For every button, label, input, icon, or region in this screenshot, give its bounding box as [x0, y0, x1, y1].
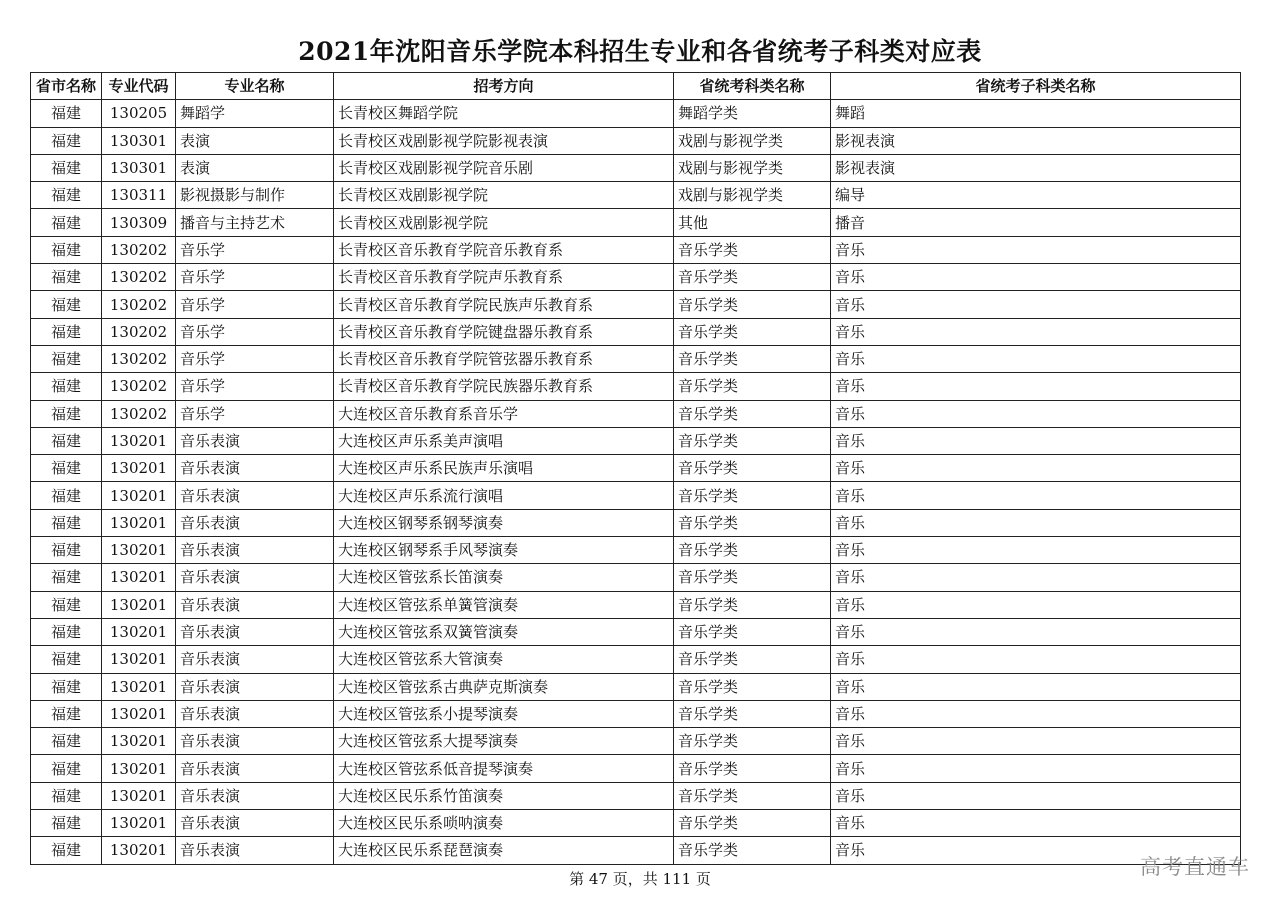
cell-major-code: 130202	[102, 291, 176, 318]
cell-exam-category: 音乐学类	[674, 373, 831, 400]
table-header-row	[31, 73, 1241, 100]
cell-province: 福建	[31, 400, 102, 427]
cell-major-name: 表演	[176, 154, 334, 181]
header-major-name: 专业名称	[176, 73, 334, 100]
cell-major-code: 130202	[102, 345, 176, 372]
cell-exam-category: 音乐学类	[674, 782, 831, 809]
cell-major-name: 音乐学	[176, 236, 334, 263]
cell-major-code: 130201	[102, 455, 176, 482]
cell-major-code: 130202	[102, 400, 176, 427]
table-row	[31, 127, 1241, 154]
cell-province: 福建	[31, 209, 102, 236]
cell-exam-category: 音乐学类	[674, 618, 831, 645]
cell-province: 福建	[31, 591, 102, 618]
header-exam-subcategory: 省统考子科类名称	[831, 73, 1241, 100]
cell-province: 福建	[31, 127, 102, 154]
cell-province: 福建	[31, 700, 102, 727]
cell-admission-direction: 长青校区戏剧影视学院	[334, 182, 674, 209]
cell-admission-direction: 大连校区管弦系单簧管演奏	[334, 591, 674, 618]
page-number: 第 47 页，共 111 页	[569, 870, 711, 888]
cell-province: 福建	[31, 509, 102, 536]
cell-exam-subcategory: 编导	[831, 182, 1241, 209]
table-row	[31, 427, 1241, 454]
cell-major-name: 音乐表演	[176, 618, 334, 645]
cell-admission-direction: 大连校区民乐系唢呐演奏	[334, 810, 674, 837]
cell-major-name: 音乐表演	[176, 646, 334, 673]
cell-exam-category: 音乐学类	[674, 455, 831, 482]
cell-exam-subcategory: 音乐	[831, 318, 1241, 345]
cell-exam-category: 音乐学类	[674, 427, 831, 454]
table-row	[31, 646, 1241, 673]
cell-province: 福建	[31, 455, 102, 482]
table-row	[31, 810, 1241, 837]
header-exam-category: 省统考科类名称	[674, 73, 831, 100]
cell-exam-category: 音乐学类	[674, 837, 831, 864]
cell-exam-category: 音乐学类	[674, 700, 831, 727]
cell-province: 福建	[31, 154, 102, 181]
cell-major-name: 音乐学	[176, 291, 334, 318]
cell-major-name: 音乐表演	[176, 564, 334, 591]
cell-exam-subcategory: 音乐	[831, 482, 1241, 509]
cell-exam-subcategory: 播音	[831, 209, 1241, 236]
cell-major-code: 130202	[102, 373, 176, 400]
cell-province: 福建	[31, 482, 102, 509]
table-row	[31, 236, 1241, 263]
cell-exam-category: 戏剧与影视学类	[674, 182, 831, 209]
cell-major-code: 130201	[102, 646, 176, 673]
cell-province: 福建	[31, 264, 102, 291]
table-row	[31, 591, 1241, 618]
cell-major-name: 音乐学	[176, 345, 334, 372]
table-body	[31, 100, 1241, 864]
document-title: 2021年沈阳音乐学院本科招生专业和各省统考子科类对应表	[298, 37, 982, 66]
cell-exam-category: 音乐学类	[674, 755, 831, 782]
cell-major-code: 130202	[102, 318, 176, 345]
cell-major-code: 130205	[102, 100, 176, 127]
cell-admission-direction: 大连校区民乐系竹笛演奏	[334, 782, 674, 809]
cell-exam-category: 舞蹈学类	[674, 100, 831, 127]
cell-exam-subcategory: 音乐	[831, 673, 1241, 700]
table-row	[31, 345, 1241, 372]
cell-major-code: 130201	[102, 564, 176, 591]
header-major-code: 专业代码	[102, 73, 176, 100]
cell-major-name: 音乐表演	[176, 455, 334, 482]
cell-exam-category: 音乐学类	[674, 728, 831, 755]
cell-exam-subcategory: 音乐	[831, 782, 1241, 809]
cell-major-name: 音乐表演	[176, 700, 334, 727]
table-row	[31, 455, 1241, 482]
table-row	[31, 618, 1241, 645]
cell-exam-subcategory: 影视表演	[831, 154, 1241, 181]
cell-exam-subcategory: 音乐	[831, 373, 1241, 400]
cell-exam-subcategory: 音乐	[831, 755, 1241, 782]
cell-admission-direction: 长青校区音乐教育学院音乐教育系	[334, 236, 674, 263]
cell-major-code: 130201	[102, 537, 176, 564]
cell-major-name: 音乐表演	[176, 782, 334, 809]
table-row	[31, 182, 1241, 209]
cell-major-name: 音乐表演	[176, 755, 334, 782]
cell-province: 福建	[31, 782, 102, 809]
cell-exam-category: 音乐学类	[674, 345, 831, 372]
cell-exam-subcategory: 音乐	[831, 728, 1241, 755]
cell-major-name: 音乐学	[176, 400, 334, 427]
cell-exam-category: 音乐学类	[674, 673, 831, 700]
cell-major-code: 130201	[102, 427, 176, 454]
cell-exam-subcategory: 音乐	[831, 837, 1241, 864]
cell-major-code: 130311	[102, 182, 176, 209]
cell-province: 福建	[31, 100, 102, 127]
cell-major-code: 130201	[102, 700, 176, 727]
cell-admission-direction: 大连校区管弦系大管演奏	[334, 646, 674, 673]
cell-admission-direction: 大连校区管弦系小提琴演奏	[334, 700, 674, 727]
cell-exam-category: 音乐学类	[674, 509, 831, 536]
cell-exam-subcategory: 影视表演	[831, 127, 1241, 154]
cell-exam-subcategory: 音乐	[831, 236, 1241, 263]
cell-province: 福建	[31, 427, 102, 454]
cell-major-code: 130301	[102, 127, 176, 154]
table-row	[31, 755, 1241, 782]
cell-major-name: 音乐表演	[176, 673, 334, 700]
cell-admission-direction: 大连校区声乐系流行演唱	[334, 482, 674, 509]
cell-admission-direction: 长青校区音乐教育学院民族声乐教育系	[334, 291, 674, 318]
table-row	[31, 782, 1241, 809]
cell-exam-category: 音乐学类	[674, 564, 831, 591]
cell-major-code: 130201	[102, 482, 176, 509]
table-row	[31, 837, 1241, 864]
cell-province: 福建	[31, 564, 102, 591]
cell-admission-direction: 大连校区管弦系大提琴演奏	[334, 728, 674, 755]
cell-exam-category: 音乐学类	[674, 810, 831, 837]
cell-major-name: 音乐表演	[176, 810, 334, 837]
admissions-table	[30, 72, 1241, 865]
cell-admission-direction: 长青校区音乐教育学院键盘器乐教育系	[334, 318, 674, 345]
table-row	[31, 400, 1241, 427]
cell-province: 福建	[31, 291, 102, 318]
table-row	[31, 291, 1241, 318]
cell-major-name: 播音与主持艺术	[176, 209, 334, 236]
cell-major-name: 音乐表演	[176, 509, 334, 536]
cell-province: 福建	[31, 318, 102, 345]
cell-exam-subcategory: 音乐	[831, 810, 1241, 837]
cell-major-name: 舞蹈学	[176, 100, 334, 127]
cell-exam-category: 音乐学类	[674, 537, 831, 564]
cell-exam-subcategory: 音乐	[831, 591, 1241, 618]
cell-major-code: 130201	[102, 782, 176, 809]
table-row	[31, 209, 1241, 236]
cell-major-code: 130201	[102, 810, 176, 837]
cell-major-code: 130201	[102, 509, 176, 536]
cell-major-name: 音乐学	[176, 318, 334, 345]
cell-exam-subcategory: 音乐	[831, 509, 1241, 536]
cell-major-name: 音乐表演	[176, 591, 334, 618]
cell-exam-category: 其他	[674, 209, 831, 236]
cell-exam-subcategory: 音乐	[831, 345, 1241, 372]
cell-admission-direction: 长青校区戏剧影视学院影视表演	[334, 127, 674, 154]
cell-admission-direction: 长青校区音乐教育学院管弦器乐教育系	[334, 345, 674, 372]
table-row	[31, 264, 1241, 291]
cell-admission-direction: 大连校区民乐系琵琶演奏	[334, 837, 674, 864]
cell-province: 福建	[31, 810, 102, 837]
cell-admission-direction: 长青校区戏剧影视学院音乐剧	[334, 154, 674, 181]
cell-province: 福建	[31, 646, 102, 673]
table-row	[31, 482, 1241, 509]
cell-major-code: 130201	[102, 837, 176, 864]
cell-exam-category: 音乐学类	[674, 482, 831, 509]
cell-exam-subcategory: 音乐	[831, 400, 1241, 427]
table-row	[31, 509, 1241, 536]
cell-exam-subcategory: 音乐	[831, 455, 1241, 482]
cell-major-name: 音乐表演	[176, 427, 334, 454]
cell-exam-category: 戏剧与影视学类	[674, 154, 831, 181]
cell-admission-direction: 长青校区音乐教育学院民族器乐教育系	[334, 373, 674, 400]
cell-admission-direction: 大连校区管弦系低音提琴演奏	[334, 755, 674, 782]
cell-major-code: 130201	[102, 673, 176, 700]
cell-admission-direction: 长青校区舞蹈学院	[334, 100, 674, 127]
table-row	[31, 100, 1241, 127]
header-province: 省市名称	[31, 73, 102, 100]
cell-admission-direction: 长青校区音乐教育学院声乐教育系	[334, 264, 674, 291]
table-row	[31, 673, 1241, 700]
cell-major-name: 影视摄影与制作	[176, 182, 334, 209]
cell-major-code: 130301	[102, 154, 176, 181]
cell-exam-category: 音乐学类	[674, 236, 831, 263]
cell-admission-direction: 大连校区声乐系民族声乐演唱	[334, 455, 674, 482]
cell-major-name: 音乐表演	[176, 537, 334, 564]
cell-exam-category: 音乐学类	[674, 591, 831, 618]
cell-exam-subcategory: 舞蹈	[831, 100, 1241, 127]
cell-province: 福建	[31, 182, 102, 209]
cell-admission-direction: 大连校区管弦系古典萨克斯演奏	[334, 673, 674, 700]
cell-exam-subcategory: 音乐	[831, 537, 1241, 564]
header-admission-direction: 招考方向	[334, 73, 674, 100]
cell-major-code: 130309	[102, 209, 176, 236]
cell-major-code: 130201	[102, 755, 176, 782]
cell-province: 福建	[31, 618, 102, 645]
cell-exam-subcategory: 音乐	[831, 291, 1241, 318]
cell-exam-category: 音乐学类	[674, 400, 831, 427]
cell-major-name: 音乐学	[176, 373, 334, 400]
cell-admission-direction: 大连校区音乐教育系音乐学	[334, 400, 674, 427]
cell-exam-subcategory: 音乐	[831, 427, 1241, 454]
cell-exam-category: 音乐学类	[674, 291, 831, 318]
table-row	[31, 537, 1241, 564]
cell-exam-subcategory: 音乐	[831, 618, 1241, 645]
cell-major-name: 音乐表演	[176, 837, 334, 864]
cell-major-name: 表演	[176, 127, 334, 154]
table-row	[31, 700, 1241, 727]
watermark-text: 高考直通车	[1140, 855, 1250, 879]
cell-major-code: 130201	[102, 728, 176, 755]
cell-admission-direction: 大连校区钢琴系手风琴演奏	[334, 537, 674, 564]
cell-province: 福建	[31, 373, 102, 400]
cell-province: 福建	[31, 728, 102, 755]
cell-province: 福建	[31, 837, 102, 864]
cell-province: 福建	[31, 537, 102, 564]
cell-province: 福建	[31, 236, 102, 263]
cell-exam-subcategory: 音乐	[831, 264, 1241, 291]
table-row	[31, 564, 1241, 591]
cell-exam-category: 音乐学类	[674, 646, 831, 673]
cell-admission-direction: 大连校区声乐系美声演唱	[334, 427, 674, 454]
cell-admission-direction: 长青校区戏剧影视学院	[334, 209, 674, 236]
cell-major-code: 130201	[102, 618, 176, 645]
cell-major-name: 音乐学	[176, 264, 334, 291]
cell-major-name: 音乐表演	[176, 728, 334, 755]
cell-exam-subcategory: 音乐	[831, 564, 1241, 591]
cell-major-code: 130202	[102, 236, 176, 263]
table-row	[31, 373, 1241, 400]
cell-exam-category: 音乐学类	[674, 318, 831, 345]
table-row	[31, 154, 1241, 181]
cell-province: 福建	[31, 345, 102, 372]
cell-exam-category: 音乐学类	[674, 264, 831, 291]
cell-admission-direction: 大连校区钢琴系钢琴演奏	[334, 509, 674, 536]
cell-admission-direction: 大连校区管弦系长笛演奏	[334, 564, 674, 591]
cell-exam-subcategory: 音乐	[831, 646, 1241, 673]
cell-major-name: 音乐表演	[176, 482, 334, 509]
cell-major-code: 130202	[102, 264, 176, 291]
table-row	[31, 318, 1241, 345]
table-row	[31, 728, 1241, 755]
cell-major-code: 130201	[102, 591, 176, 618]
cell-admission-direction: 大连校区管弦系双簧管演奏	[334, 618, 674, 645]
cell-exam-subcategory: 音乐	[831, 700, 1241, 727]
cell-exam-category: 戏剧与影视学类	[674, 127, 831, 154]
cell-province: 福建	[31, 673, 102, 700]
cell-province: 福建	[31, 755, 102, 782]
